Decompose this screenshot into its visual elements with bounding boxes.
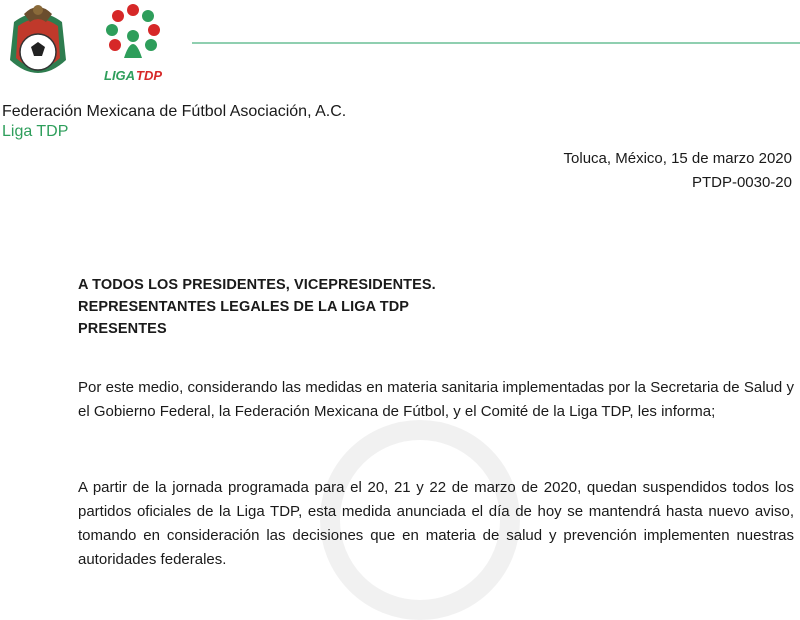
addressee-line-2: REPRESENTANTES LEGALES DE LA LIGA TDP (78, 299, 410, 315)
reference-number: PTDP-0030-20 (691, 174, 792, 191)
fmf-crest-icon (0, 0, 76, 84)
organization-name: Federación Mexicana de Fútbol Asociación, A.C. (2, 103, 347, 120)
logo-text-tdp: TDP (136, 68, 162, 83)
addressee-line-3: PRESENTES (78, 321, 167, 337)
place-and-date: Toluca, México, 15 de marzo 2020 (563, 150, 792, 167)
body-paragraph-2: A partir de la jornada programada para el 20, 21 y 22 de marzo de 2020, quedan suspendidos todos los partidos oficiales de la Liga TDP, esta medida anunciada el día de hoy se mantendrá hasta nuevo aviso, tomando en consideración las decisiones que en materia de salud y prevención implementen nuestras autoridades federales. (78, 479, 794, 568)
league-name: Liga TDP (2, 123, 69, 140)
header-divider (192, 42, 800, 44)
body-paragraph-1: Por este medio, considerando las medidas en materia sanitaria implementadas por la Secretaria de Salud y el Gobierno Federal, la Federación Mexicana de Fútbol, y el Comité de la Liga TDP, les informa; (78, 379, 794, 420)
logo-text-liga: LIGA (104, 68, 136, 83)
addressee-line-1: A TODOS LOS PRESIDENTES, VICEPRESIDENTES. (78, 277, 436, 293)
liga-tdp-logo-icon (100, 0, 166, 86)
